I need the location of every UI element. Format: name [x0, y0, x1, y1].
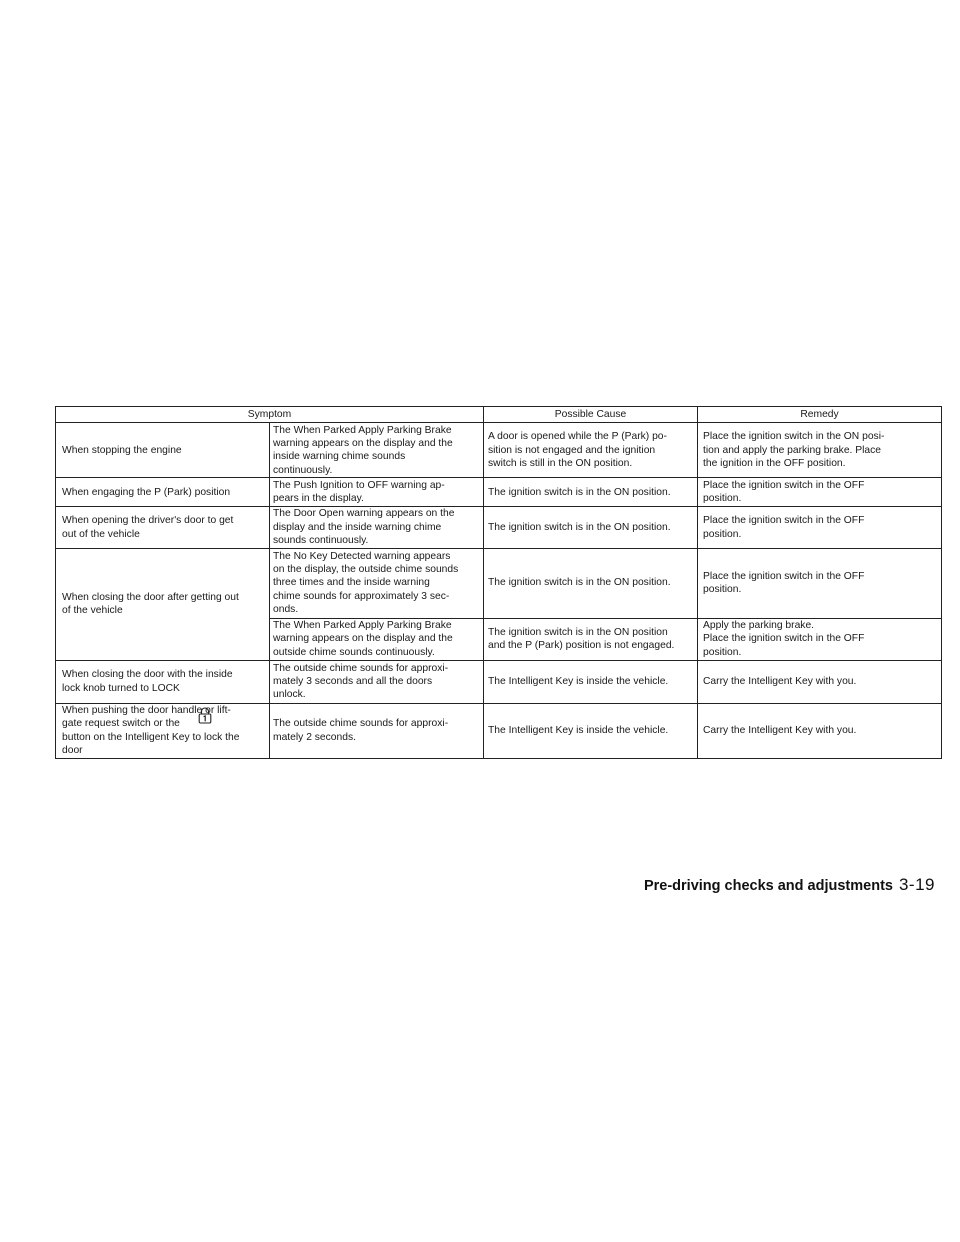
indicator-cell: The When Parked Apply Parking Brake warning appears on the display and the inside warning chime sounds continuously. — [270, 423, 484, 478]
cause-cell: The ignition switch is in the ON position. — [484, 507, 698, 548]
table-row — [56, 507, 942, 548]
symptom-cell: When closing the door with the inside lock knob turned to LOCK — [56, 660, 270, 703]
header-symptom: Symptom — [56, 407, 484, 423]
table-row — [56, 548, 942, 618]
symptom-cell: When stopping the engine — [56, 423, 270, 478]
symptom-cell: When closing the door after getting out of the vehicle — [56, 548, 270, 660]
header-remedy: Remedy — [698, 407, 942, 423]
symptom-line-with-icon — [62, 717, 266, 730]
remedy-cell: Apply the parking brake. Place the ignition switch in the OFF position. — [698, 618, 942, 660]
remedy-cell: Place the ignition switch in the OFF position. — [698, 548, 942, 618]
symptom-cell — [56, 703, 270, 758]
cause-cell: The ignition switch is in the ON position. — [484, 548, 698, 618]
table-header-row — [56, 407, 942, 423]
cause-cell: The Intelligent Key is inside the vehicle. — [484, 703, 698, 758]
cause-cell: The ignition switch is in the ON position and the P (Park) position is not engaged. — [484, 618, 698, 660]
symptom-cell: When opening the driver's door to get out of the vehicle — [56, 507, 270, 548]
symptom-cell: When engaging the P (Park) position — [56, 478, 270, 507]
remedy-cell: Place the ignition switch in the OFF position. — [698, 507, 942, 548]
page-footer — [644, 875, 935, 895]
warning-chime-table — [55, 406, 942, 759]
table-row — [56, 423, 942, 478]
symptom-line: When pushing the door handle or lift- — [62, 704, 231, 716]
remedy-cell: Place the ignition switch in the OFF position. — [698, 478, 942, 507]
indicator-cell: The When Parked Apply Parking Brake warning appears on the display and the outside chime sounds continuously. — [270, 618, 484, 660]
cause-cell: The ignition switch is in the ON position. — [484, 478, 698, 507]
cause-cell: A door is opened while the P (Park) po- sition is not engaged and the ignition switch is still in the ON position. — [484, 423, 698, 478]
table-row — [56, 703, 942, 758]
remedy-cell: Carry the Intelligent Key with you. — [698, 703, 942, 758]
table-row — [56, 478, 942, 507]
indicator-cell: The outside chime sounds for approxi- mately 3 seconds and all the doors unlock. — [270, 660, 484, 703]
indicator-cell: The Push Ignition to OFF warning ap- pears in the display. — [270, 478, 484, 507]
cause-cell: The Intelligent Key is inside the vehicle. — [484, 660, 698, 703]
remedy-cell: Place the ignition switch in the ON posi- tion and apply the parking brake. Place the ignition in the OFF position. — [698, 423, 942, 478]
header-possible-cause: Possible Cause — [484, 407, 698, 423]
remedy-cell: Carry the Intelligent Key with you. — [698, 660, 942, 703]
page-number: 3-19 — [898, 875, 935, 894]
indicator-cell: The Door Open warning appears on the display and the inside warning chime sounds continuously. — [270, 507, 484, 548]
lock-button-icon — [180, 717, 240, 730]
section-title: Pre-driving checks and adjustments — [643, 878, 893, 894]
symptom-line: gate request switch or the — [62, 718, 180, 730]
symptom-line: button on the Intelligent Key to lock the door — [62, 731, 240, 757]
indicator-cell: The No Key Detected warning appears on the display, the outside chime sounds three times and the inside warning chime sounds for approximately 3 sec- onds. — [270, 548, 484, 618]
table-row — [56, 660, 942, 703]
indicator-cell: The outside chime sounds for approxi- mately 2 seconds. — [270, 703, 484, 758]
